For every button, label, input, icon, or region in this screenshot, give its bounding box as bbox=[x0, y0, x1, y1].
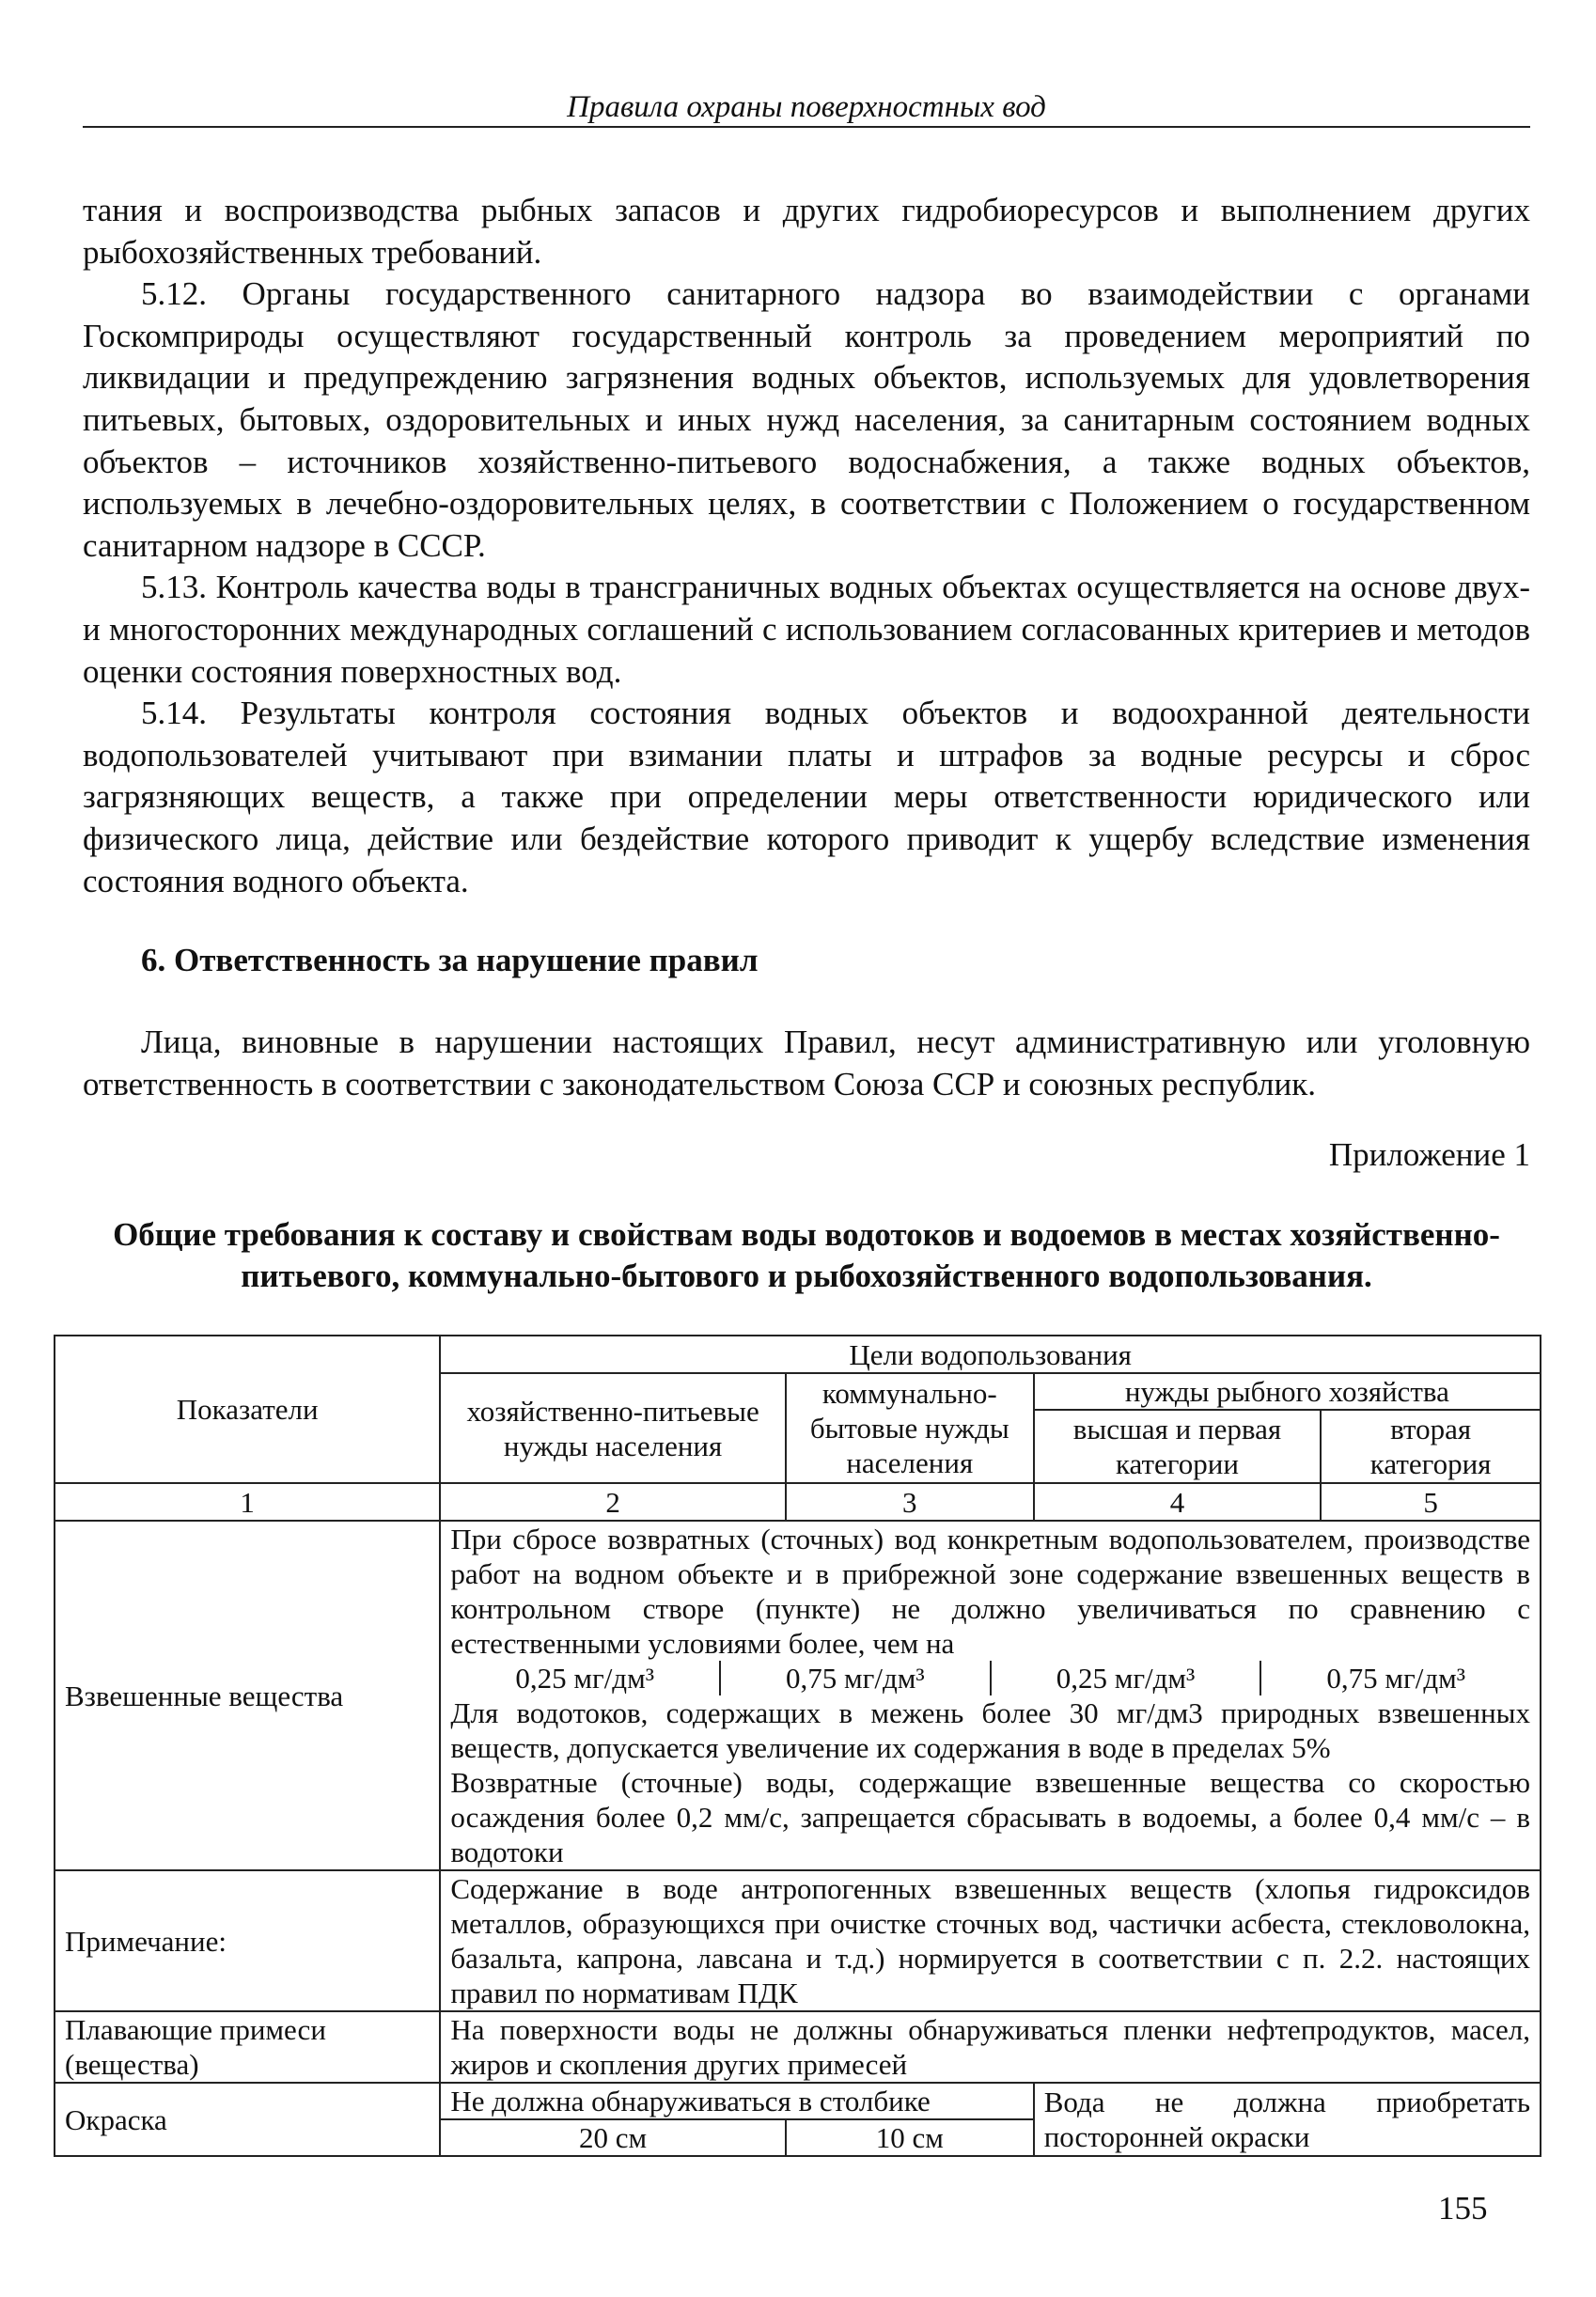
requirements-table bbox=[54, 1335, 1541, 2157]
column-number: 3 bbox=[786, 1483, 1034, 1521]
column-number: 5 bbox=[1321, 1483, 1541, 1521]
paragraph-5-13: 5.13. Контроль качества воды в трансграничных водных объектах осуществляется на основе двух- и многосторонних международных соглашений с использованием согласованных критериев и методов оценки состояния поверхностных вод. bbox=[83, 569, 1530, 690]
page-number: 155 bbox=[1438, 2190, 1488, 2227]
row-label-floating: Плавающие примеси (вещества) bbox=[55, 2011, 440, 2083]
column-number: 1 bbox=[55, 1483, 440, 1521]
header-fishery-high: высшая и первая категории bbox=[1034, 1410, 1322, 1483]
limit-value: 0,75 мг/дм³ bbox=[719, 1661, 990, 1695]
row-label-color: Окраска bbox=[55, 2083, 440, 2156]
suspended-text-1: При сбросе возвратных (сточных) вод конкретным водопользователем, производстве работ на водном объекте и в прибрежной зоне содержание взвешенных веществ в контрольном створе (пункте) не должно увеличиваться по сравнению с естественными условиями более, чем на bbox=[450, 1523, 1530, 1660]
header-fishery: нужды рыбного хозяйства bbox=[1034, 1373, 1541, 1410]
header-fishery-second: вторая категория bbox=[1321, 1410, 1541, 1483]
color-20cm: 20 см bbox=[440, 2119, 786, 2156]
suspended-requirements bbox=[440, 1521, 1541, 1870]
paragraph-continuation: тания и воспроизводства рыбных запасов и других гидробиоресурсов и выполнением других рыбохозяйственных требований. bbox=[83, 192, 1530, 271]
header-indicators: Показатели bbox=[55, 1336, 440, 1483]
section-6-body bbox=[83, 1022, 1530, 1105]
paragraph-5-14: 5.14. Результаты контроля состояния водных объектов и водоохранной деятельности водопользователей учитывают при взимании платы и штрафов за водные ресурсы и сброс загрязняющих веществ, а также при определении меры ответственности юридического или физического лица, действие или бездействие которого приводит к ущербу вследствие изменения состояния водного объекта. bbox=[83, 695, 1530, 899]
header-household: хозяйственно-питьевые нужды населения bbox=[440, 1373, 786, 1483]
table-row bbox=[55, 2011, 1541, 2083]
body-text bbox=[83, 190, 1530, 902]
suspended-text-3: Возвратные (сточные) воды, содержащие взвешенные вещества со скоростью осаждения более 0,2 мм/с, запрещается сбрасывать в водоемы, а более 0,4 мм/с – в водотоки bbox=[450, 1766, 1530, 1868]
column-number: 4 bbox=[1034, 1483, 1322, 1521]
color-fishery-text: Вода не должна приобретать посторонней окраски bbox=[1034, 2083, 1541, 2156]
paragraph-5-12: 5.12. Органы государственного санитарного надзора во взаимодействии с органами Госкомприроды осуществляют государственный контроль за проведением мероприятий по ликвидации и предупреждению загрязнения водных объектов, используемых для удовлетворения питьевых, бытовых, оздоровительных и иных нужд населения, за санитарным состоянием водных объектов – источников хозяйственно-питьевого водоснабжения, а также водных объектов, используемых в лечебно-оздоровительных целях, в соответствии с Положением о государственном санитарном надзоре в СССР. bbox=[83, 275, 1530, 564]
column-number: 2 bbox=[440, 1483, 786, 1521]
header-purposes: Цели водопользования bbox=[440, 1336, 1541, 1373]
suspended-text-2: Для водотоков, содержащих в межень более 30 мг/дм3 природных взвешенных веществ, допускается увеличение их содержания в воде в пределах 5% bbox=[450, 1696, 1530, 1764]
header-rule bbox=[83, 126, 1530, 128]
section-6-title: 6. Ответственность за нарушение правил bbox=[141, 942, 759, 978]
table-row bbox=[55, 1870, 1541, 2011]
row-label-suspended: Взвешенные вещества bbox=[55, 1521, 440, 1870]
table-title: Общие требования к составу и свойствам воды водотоков и водоемов в местах хозяйственно-питьевого, коммунально-бытового и рыбохозяйственного водопользования. bbox=[113, 1216, 1500, 1294]
running-header: Правила охраны поверхностных вод bbox=[567, 90, 1046, 124]
appendix-label: Приложение 1 bbox=[1328, 1136, 1530, 1173]
limit-value: 0,25 мг/дм³ bbox=[990, 1661, 1260, 1695]
limit-value: 0,75 мг/дм³ bbox=[1260, 1661, 1530, 1695]
color-10cm: 10 см bbox=[786, 2119, 1034, 2156]
column-number-row bbox=[55, 1483, 1541, 1521]
table-header-row bbox=[55, 1336, 1541, 1373]
floating-text: На поверхности воды не должны обнаруживаться пленки нефтепродуктов, масел, жиров и скопления других примесей bbox=[440, 2011, 1541, 2083]
table-row bbox=[55, 2083, 1541, 2119]
limit-value: 0,25 мг/дм³ bbox=[515, 1662, 654, 1695]
color-column-text: Не должна обнаруживаться в столбике bbox=[440, 2083, 1033, 2119]
section-6-text: Лица, виновные в нарушении настоящих Правил, несут административную или уголовную ответственность в соответствии с законодательством Союза ССР и союзных республик. bbox=[83, 1023, 1530, 1102]
suspended-limits bbox=[450, 1661, 1530, 1695]
table-row bbox=[55, 1521, 1541, 1870]
header-communal: коммунально-бытовые нужды населения bbox=[786, 1373, 1034, 1483]
note-text: Содержание в воде антропогенных взвешенных веществ (хлопья гидроксидов металлов, образующихся при очистке сточных вод, частички асбеста, стекловолокна, базальта, капрона, лавсана и т.д.) нормируется в соответствии с п. 2.2. настоящих правил по нормативам ПДК bbox=[440, 1870, 1541, 2011]
row-label-note: Примечание: bbox=[55, 1870, 440, 2011]
